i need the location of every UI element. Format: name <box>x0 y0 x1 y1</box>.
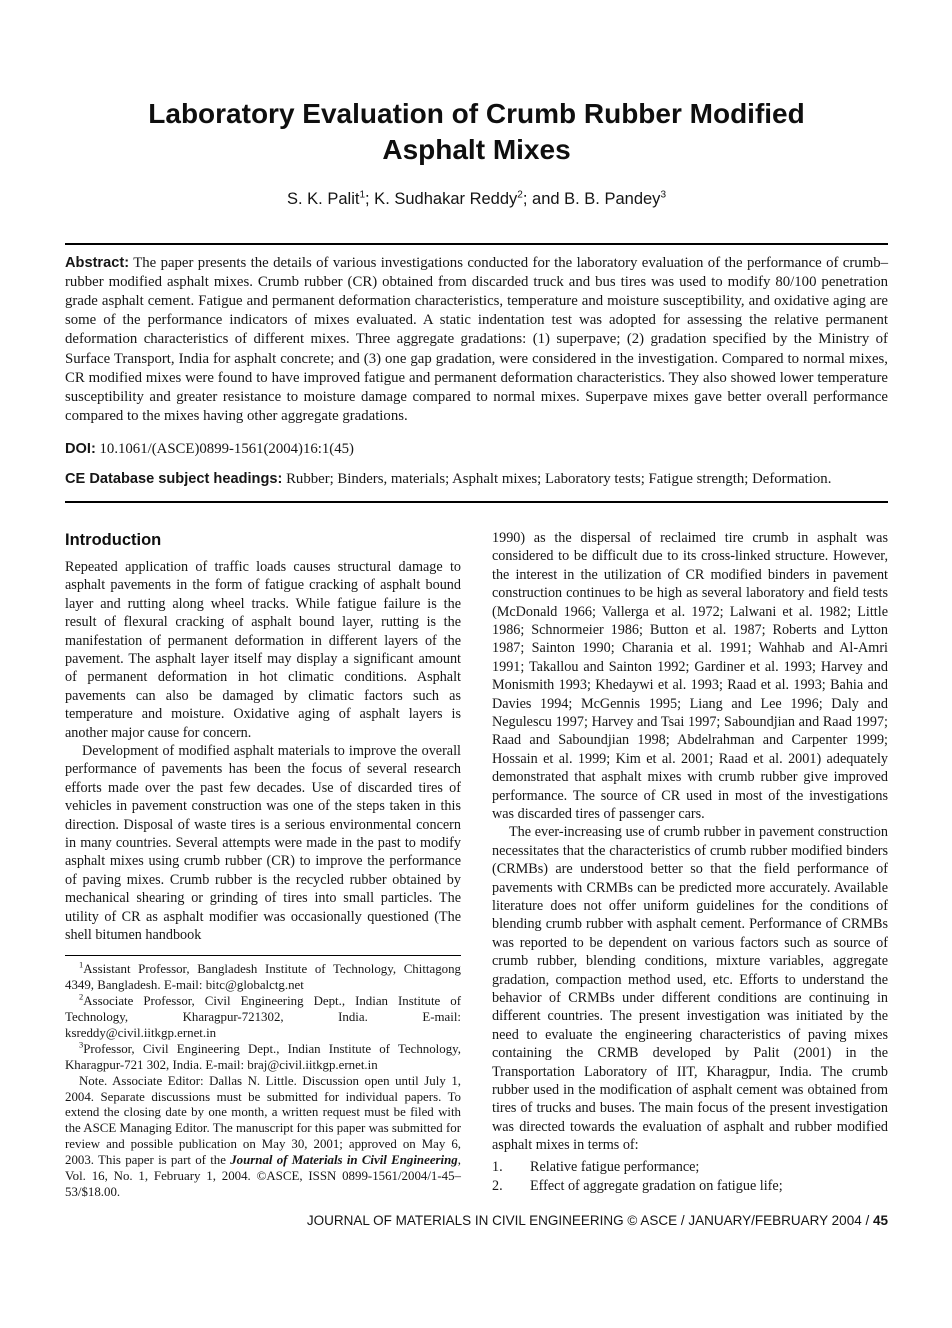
list-item-2-text: Effect of aggregate gradation on fatigue life; <box>530 1177 783 1194</box>
author-1: S. K. Palit <box>287 189 360 208</box>
abstract-label: Abstract: <box>65 254 130 271</box>
footnote-3-marker: 3 <box>79 1039 84 1050</box>
authors-line <box>65 190 888 209</box>
two-column-body <box>65 529 888 1201</box>
list-item-2 <box>492 1177 888 1196</box>
introduction-paragraph-3: 1990) as the dispersal of reclaimed tire crumb in asphalt was considered to be difficult due to its cross-linked structure. However, the interest in the utilization of CR modified binders in pavement construction continues to be high as several laboratory and field tests (McDonald 1966; Vallerga et al. 1972; Lalwani et al. 1982; Little 1986; Schnormeier 1986; Button et al. 1987; Roberts and Lytton 1987; Sainton 1990; Charania et al. 1991; Wahhab and Al-Amri 1991; Takallou and Sainton 1992; Gardiner et al. 1993; Harvey and Monismith 1993; Khedaywi et al. 1993; Raad et al. 1993; Bahia and Davies 1994; McGennis 1995; Liang and Lee 1996; Daly and Negulescu 1997; Harvey and Tsai 1997; Saboundjian and Raad 1997; Raad and Saboundjian 1998; Abdelrahman and Carpenter 1999; Hossain et al. 1999; Kim et al. 2001; Raad et al. 2001) adequately demonstrated that asphalt mixes with crumb rubber give improved performance. The source of CR used in most of the investigations was discarded tires of passenger cars. <box>492 529 888 822</box>
abstract-section <box>65 243 888 503</box>
ce-database-value: Rubber; Binders, materials; Asphalt mixes; Laboratory tests; Fatigue strength; Deformation. <box>286 470 832 487</box>
footnote-1-text: Assistant Professor, Bangladesh Institute of Technology, Chittagong 4349, Bangladesh. E-mail: bitc@globalctg.net <box>65 962 461 993</box>
list-item-1-text: Relative fatigue performance; <box>530 1158 700 1175</box>
doi-line <box>65 440 888 459</box>
abstract-text: The paper presents the details of various investigations conducted for the laboratory evaluation of the performance of crumb–rubber modified asphalt mixes. Crumb rubber (CR) obtained from discarded truck and bus tires was used to modify 80/100 penetration grade asphalt cement. Fatigue and permanent deformation characteristics, temperature and moisture susceptibility, and oxidative aging are some of the performance indicators of mixes evaluated. A static indentation test was adopted for assessing the relative permanent deformation characteristics of different mixes. Three aggregate gradations: (1) superpave; (2) gradation specified by the Ministry of Surface Transport, India for asphalt concrete; and (3) one gap gradation, were considered in the investigation. Compared to normal mixes, CR modified mixes were found to have improved fatigue and permanent deformation characteristics. They also showed lower temperature susceptibility and greater resistance to moisture damage compared to normal mixes. Superpave mixes gave better overall performance compared to the mixes having other aggregate gradations. <box>65 254 888 425</box>
ce-database-label: CE Database subject headings: <box>65 470 283 487</box>
journal-name: Journal of Materials in Civil Engineering <box>230 1153 458 1168</box>
doi-label: DOI: <box>65 441 96 458</box>
doi-value: 10.1061/(ASCE)0899-1561(2004)16:1(45) <box>99 441 354 458</box>
editor-note-text-before: Note. Associate Editor: Dallas N. Little. Discussion open until July 1, 2004. Separate discussions must be submitted for individual papers. To extend the closing date by one month, a written request must be filed with the ASCE Managing Editor. The manuscript for this paper was submitted for review and possible publication on May 30, 2001; approved on May 6, 2003. This paper is part of the <box>65 1073 461 1168</box>
left-column <box>65 529 461 1201</box>
paper-page <box>0 96 952 1228</box>
page-footer <box>65 1213 888 1228</box>
editor-note-text-after: , Vol. 16, No. 1, February 1, 2004. ©ASCE, ISSN 0899-1561/2004/1-45–53/$18.00. <box>65 1153 461 1199</box>
footnote-2 <box>65 991 461 1042</box>
footnote-1 <box>65 962 461 994</box>
right-column <box>492 529 888 1201</box>
objectives-list <box>492 1158 888 1196</box>
abstract-paragraph <box>65 254 888 427</box>
ce-database-line <box>65 470 888 489</box>
author-2-affiliation-marker: 2 <box>517 189 523 201</box>
introduction-paragraph-2: Development of modified asphalt materials to improve the overall performance of pavements has been the focus of several research efforts made over the past few decades. Use of discarded tires of vehicles in pavement construction was one of the steps taken in this direction. Disposal of waste tires is a serious environmental concern in many countries. Several attempts were made in the past to modify asphalt mixes using crumb rubber (CR) to improve the performance of paving mixes. Crumb rubber is the recycled rubber obtained by mechanical shearing or grinding of tires into small particles. The utility of CR as asphalt modifier was occasionally questioned (The shell bitumen handbook <box>65 742 461 944</box>
footnote-3 <box>65 1039 461 1074</box>
editor-note <box>65 1074 461 1201</box>
footnote-2-marker: 2 <box>79 991 84 1002</box>
author-3-affiliation-marker: 3 <box>660 189 666 201</box>
introduction-paragraph-1: Repeated application of traffic loads causes structural damage to asphalt pavements in the form of fatigue cracking of asphalt bound layer and rutting along wheel tracks. While fatigue failure is the result of flexural cracking of asphalt bound layer, rutting is the manifestation of permanent deformation in different layers of the pavement. The asphalt layer itself may display a significant amount of permanent deformation in hot climatic conditions. Asphalt pavements can also be damaged by climatic factors such as temperature and moisture. Oxidative aging of asphalt layers is another major cause for concern. <box>65 558 461 741</box>
author-2: ; K. Sudhakar Reddy <box>365 189 518 208</box>
list-item-1-number: 1. <box>492 1158 503 1175</box>
footnotes-section <box>65 955 461 1201</box>
page-number: 45 <box>872 1212 888 1228</box>
author-1-affiliation-marker: 1 <box>359 189 366 201</box>
list-item-2-number: 2. <box>492 1177 503 1194</box>
footnote-3-text: Professor, Civil Engineering Dept., Indian Institute of Technology, Kharagpur-721 302, India. E-mail: braj@civil.iitkgp.ernet.in <box>65 1041 461 1072</box>
footnote-1-marker: 1 <box>79 960 84 970</box>
list-item-1 <box>492 1158 888 1177</box>
author-3: ; and B. B. Pandey <box>522 189 661 208</box>
introduction-paragraph-4: The ever-increasing use of crumb rubber in pavement construction necessitates that the characteristics of crumb rubber modified binders (CRMBs) are understood better so that the field performance of pavements with CRMBs can be predicted more accurately. Available literature does not offer uniform guidelines for the conditions of blending crumb rubber with asphalt cement. Performance of CRMBs was reported to be dependent on various factors such as source of crumb rubber, blending conditions, mixture variables, aggregate gradation, compaction method used, etc. Efforts to understand the behavior of CRMBs under different conditions are continuing in different countries. The present investigation was initiated by the need to evaluate the engineering characteristics of paving mixes containing the CRMB developed by Palit (2001) in the Transportation Laboratory of IIT, Kharagpur, India. The crumb rubber used in the modification of asphalt cement was obtained from tires of trucks and buses. The main focus of the present investigation was directed towards the evaluation of asphalt and rubber modified asphalt mixes in terms of: <box>492 824 888 1154</box>
introduction-heading: Introduction <box>65 530 162 549</box>
page-title: Laboratory Evaluation of Crumb Rubber Modified Asphalt Mixes <box>148 98 805 165</box>
footer-journal-text: JOURNAL OF MATERIALS IN CIVIL ENGINEERING © ASCE / JANUARY/FEBRUARY 2004 / <box>306 1212 873 1228</box>
footnote-2-text: Associate Professor, Civil Engineering Dept., Indian Institute of Technology, Kharagpur-721302, India. E-mail: ksreddy@civil.iitkgp.ernet.in <box>65 994 461 1040</box>
